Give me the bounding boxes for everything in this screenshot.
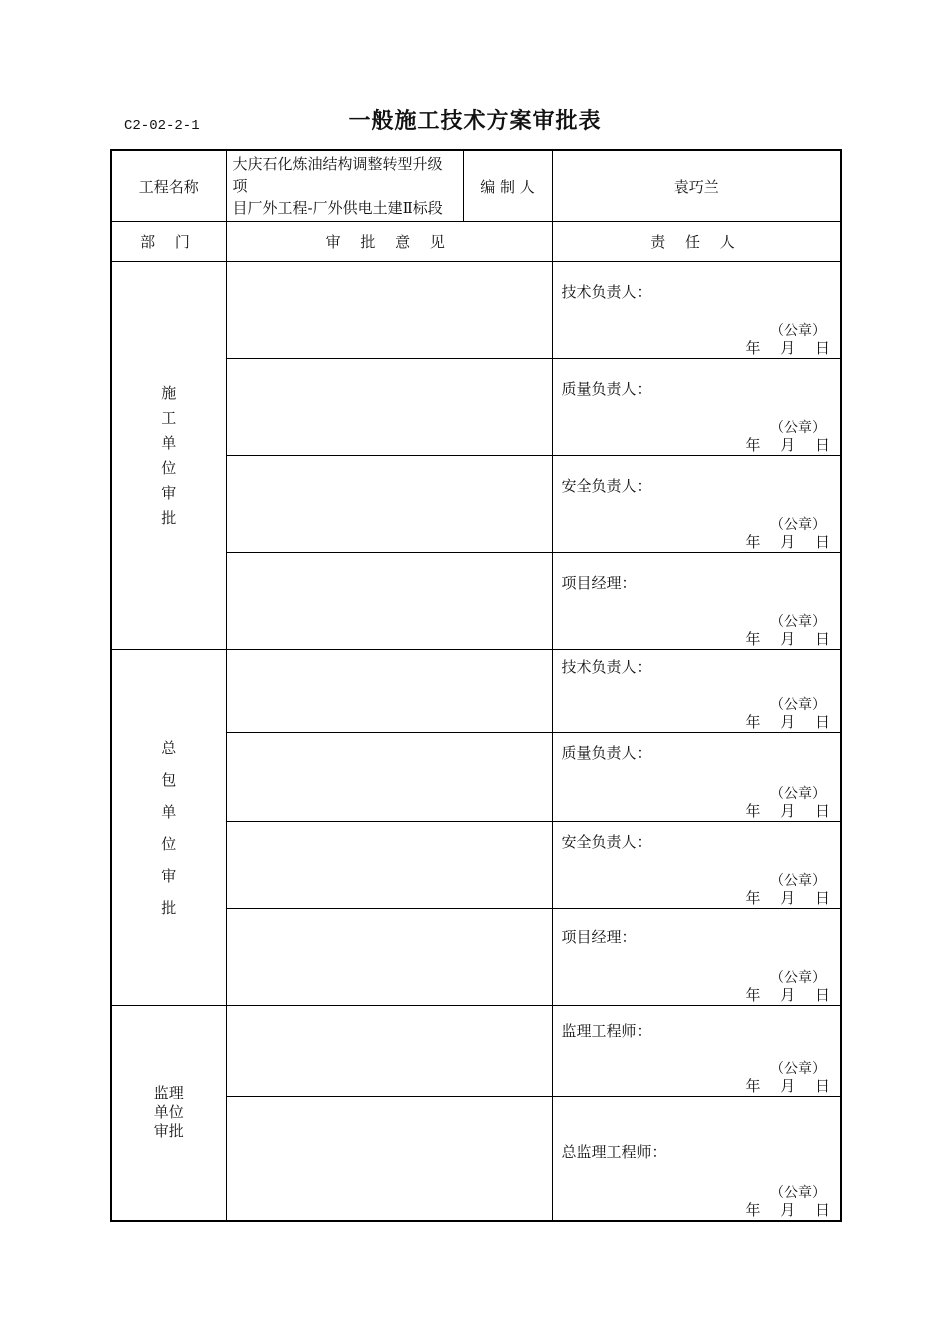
date-text: 年 月 日 xyxy=(745,436,830,454)
role-label: 监理工程师： xyxy=(561,1022,652,1040)
section-label-char: 批 xyxy=(161,508,177,527)
opinion-field[interactable] xyxy=(226,456,552,553)
section-label-char: 批 xyxy=(161,898,177,917)
stamp-text: （公章） xyxy=(770,873,826,889)
section-label-char: 审 xyxy=(161,483,177,502)
author-value: 袁巧兰 xyxy=(552,150,841,222)
section-label-char: 单 xyxy=(161,433,177,452)
project-name-label: 工程名称 xyxy=(111,150,226,222)
opinion-field[interactable] xyxy=(226,650,552,733)
section-label-char: 位 xyxy=(161,834,177,853)
date-text: 年 月 日 xyxy=(745,1077,830,1095)
responsible-cell[interactable] xyxy=(552,359,841,456)
section-label-line: 审批 xyxy=(153,1122,184,1141)
role-label: 项目经理： xyxy=(561,928,637,946)
date-text: 年 月 日 xyxy=(745,630,830,648)
responsible-cell[interactable] xyxy=(552,1097,841,1221)
date-text: 年 月 日 xyxy=(745,1200,830,1219)
date-text: 年 月 日 xyxy=(745,713,830,731)
section-label-char: 单 xyxy=(161,802,177,821)
stamp-text: （公章） xyxy=(770,323,826,339)
info-row xyxy=(111,150,841,222)
section-label-char: 审 xyxy=(161,866,177,885)
role-label: 项目经理： xyxy=(561,574,637,592)
stamp-text: （公章） xyxy=(770,614,826,630)
form-code: C2-02-2-1 xyxy=(124,118,200,134)
section-label-char: 工 xyxy=(161,408,177,427)
column-header-department: 部 门 xyxy=(111,222,226,262)
section-2-row-1 xyxy=(111,650,841,733)
section-label-line: 监理 xyxy=(153,1084,184,1103)
role-label: 技术负责人： xyxy=(561,658,652,676)
role-label: 技术负责人： xyxy=(561,283,652,301)
section-label-char: 施 xyxy=(161,383,177,402)
section-label-line: 单位 xyxy=(153,1103,184,1122)
opinion-field[interactable] xyxy=(226,1097,552,1221)
responsible-cell[interactable] xyxy=(552,733,841,822)
column-header-responsible: 责 任 人 xyxy=(552,222,841,262)
opinion-field[interactable] xyxy=(226,553,552,650)
responsible-cell[interactable] xyxy=(552,822,841,909)
role-label: 安全负责人： xyxy=(561,477,652,495)
opinion-field[interactable] xyxy=(226,1006,552,1097)
responsible-cell[interactable] xyxy=(552,1006,841,1097)
stamp-text: （公章） xyxy=(770,970,826,986)
approval-table xyxy=(110,149,842,1222)
responsible-cell[interactable] xyxy=(552,456,841,553)
column-header-opinion: 审 批 意 见 xyxy=(226,222,552,262)
role-label: 质量负责人： xyxy=(561,744,652,762)
project-name-value xyxy=(226,150,463,222)
project-name-line-1: 大庆石化炼油结构调整转型升级项 xyxy=(232,155,443,195)
responsible-cell[interactable] xyxy=(552,909,841,1006)
stamp-text: （公章） xyxy=(770,420,826,436)
role-label: 质量负责人： xyxy=(561,380,652,398)
section-3-label xyxy=(111,1006,226,1221)
section-label-char: 总 xyxy=(161,738,177,757)
role-label: 安全负责人： xyxy=(561,833,652,851)
section-1-row-1 xyxy=(111,262,841,359)
opinion-field[interactable] xyxy=(226,262,552,359)
opinion-field[interactable] xyxy=(226,359,552,456)
page-title: 一般施工技术方案审批表 xyxy=(348,108,602,134)
section-label-char: 位 xyxy=(161,458,177,477)
section-1-label xyxy=(111,262,226,650)
stamp-text: （公章） xyxy=(770,1061,826,1077)
date-text: 年 月 日 xyxy=(745,802,830,820)
opinion-field[interactable] xyxy=(226,733,552,822)
stamp-text: （公章） xyxy=(770,786,826,802)
section-2-label xyxy=(111,650,226,1006)
stamp-text: （公章） xyxy=(770,1184,826,1201)
date-text: 年 月 日 xyxy=(745,339,830,357)
responsible-cell[interactable] xyxy=(552,553,841,650)
opinion-field[interactable] xyxy=(226,822,552,909)
date-text: 年 月 日 xyxy=(745,986,830,1004)
responsible-cell[interactable] xyxy=(552,650,841,733)
project-name-line-2: 目厂外工程-厂外供电土建Ⅱ标段 xyxy=(232,199,443,217)
column-header-row xyxy=(111,222,841,262)
stamp-text: （公章） xyxy=(770,697,826,713)
role-label: 总监理工程师： xyxy=(561,1143,667,1161)
responsible-cell[interactable] xyxy=(552,262,841,359)
stamp-text: （公章） xyxy=(770,517,826,533)
author-label: 编 制 人 xyxy=(463,150,552,222)
section-3-row-1 xyxy=(111,1006,841,1097)
date-text: 年 月 日 xyxy=(745,533,830,551)
opinion-field[interactable] xyxy=(226,909,552,1006)
date-text: 年 月 日 xyxy=(745,889,830,907)
section-label-char: 包 xyxy=(161,770,177,789)
